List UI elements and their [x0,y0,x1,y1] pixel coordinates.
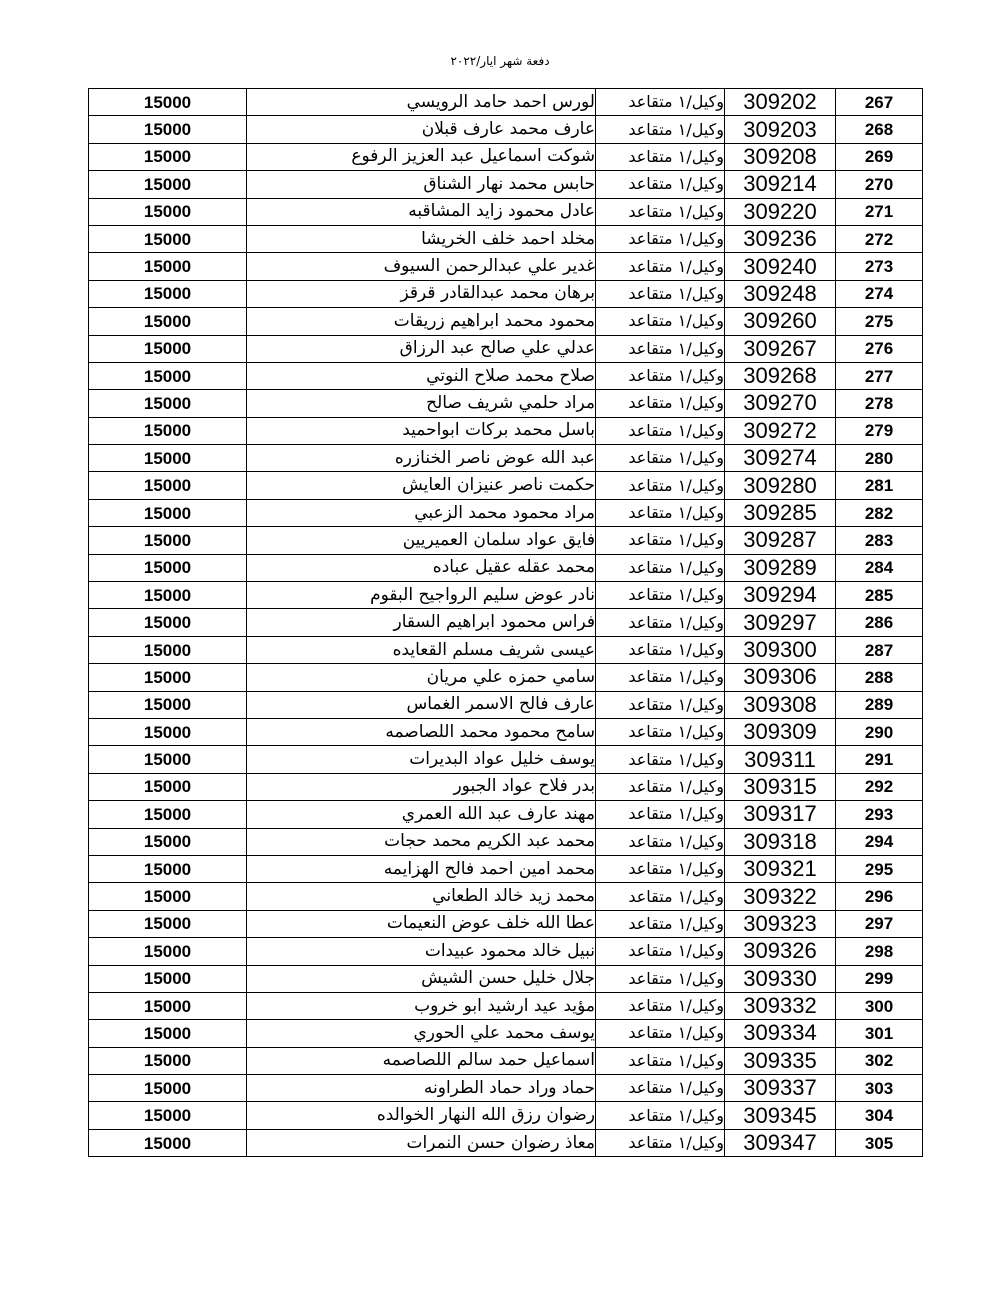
military-number-cell: 309337 [725,1075,836,1102]
amount-cell: 15000 [89,636,247,663]
military-number-cell: 309306 [725,664,836,691]
amount-cell: 15000 [89,1129,247,1156]
amount-cell: 15000 [89,390,247,417]
page-title: دفعة شهر ايار/٢٠٢٢ [450,54,550,68]
name-cell: شوكت اسماعيل عبد العزيز الرفوع [247,143,596,170]
serial-number-cell: 283 [836,527,923,554]
name-cell: صلاح محمد صلاح النوتي [247,362,596,389]
name-cell: عطا الله خلف عوض النعيمات [247,910,596,937]
rank-status-cell: وكيل/١ متقاعد [596,801,725,828]
name-cell: معاذ رضوان حسن النمرات [247,1129,596,1156]
table-row [89,198,923,225]
military-number-cell: 309208 [725,143,836,170]
serial-number-cell: 271 [836,198,923,225]
table-row [89,664,923,691]
serial-number-cell: 298 [836,938,923,965]
table-row [89,390,923,417]
table-row [89,1020,923,1047]
serial-number-cell: 287 [836,636,923,663]
military-number-cell: 309236 [725,225,836,252]
rank-status-cell: وكيل/١ متقاعد [596,116,725,143]
table-row [89,225,923,252]
name-cell: يوسف محمد علي الحوري [247,1020,596,1047]
amount-cell: 15000 [89,143,247,170]
amount-cell: 15000 [89,280,247,307]
table-row [89,938,923,965]
name-cell: سامي حمزه علي مريان [247,664,596,691]
serial-number-cell: 272 [836,225,923,252]
amount-cell: 15000 [89,499,247,526]
rank-status-cell: وكيل/١ متقاعد [596,89,725,116]
military-number-cell: 309311 [725,746,836,773]
amount-cell: 15000 [89,773,247,800]
rank-status-cell: وكيل/١ متقاعد [596,280,725,307]
serial-number-cell: 299 [836,965,923,992]
name-cell: محمد زيد خالد الطعاني [247,883,596,910]
military-number-cell: 309315 [725,773,836,800]
amount-cell: 15000 [89,554,247,581]
amount-cell: 15000 [89,938,247,965]
table-row [89,801,923,828]
name-cell: عادل محمود زايد المشاقبه [247,198,596,225]
serial-number-cell: 305 [836,1129,923,1156]
serial-number-cell: 294 [836,828,923,855]
amount-cell: 15000 [89,609,247,636]
serial-number-cell: 291 [836,746,923,773]
rank-status-cell: وكيل/١ متقاعد [596,718,725,745]
military-number-cell: 309202 [725,89,836,116]
rank-status-cell: وكيل/١ متقاعد [596,636,725,663]
name-cell: مخلد احمد خلف الخريشا [247,225,596,252]
military-number-cell: 309287 [725,527,836,554]
rank-status-cell: وكيل/١ متقاعد [596,938,725,965]
amount-cell: 15000 [89,171,247,198]
rank-status-cell: وكيل/١ متقاعد [596,143,725,170]
rank-status-cell: وكيل/١ متقاعد [596,1102,725,1129]
military-number-cell: 309274 [725,445,836,472]
rank-status-cell: وكيل/١ متقاعد [596,417,725,444]
amount-cell: 15000 [89,308,247,335]
table-row [89,691,923,718]
rank-status-cell: وكيل/١ متقاعد [596,171,725,198]
serial-number-cell: 280 [836,445,923,472]
serial-number-cell: 274 [836,280,923,307]
serial-number-cell: 290 [836,718,923,745]
amount-cell: 15000 [89,746,247,773]
name-cell: حابس محمد نهار الشناق [247,171,596,198]
rank-status-cell: وكيل/١ متقاعد [596,582,725,609]
rank-status-cell: وكيل/١ متقاعد [596,499,725,526]
rank-status-cell: وكيل/١ متقاعد [596,554,725,581]
table-row [89,417,923,444]
serial-number-cell: 269 [836,143,923,170]
name-cell: باسل محمد بركات ابواحميد [247,417,596,444]
table-row [89,335,923,362]
name-cell: محمد امين احمد فالح الهزايمه [247,855,596,882]
military-number-cell: 309318 [725,828,836,855]
serial-number-cell: 303 [836,1075,923,1102]
name-cell: مهند عارف عبد الله العمري [247,801,596,828]
amount-cell: 15000 [89,335,247,362]
amount-cell: 15000 [89,664,247,691]
table-row [89,472,923,499]
amount-cell: 15000 [89,198,247,225]
table-row [89,527,923,554]
military-number-cell: 309248 [725,280,836,307]
name-cell: غدير علي عبدالرحمن السيوف [247,253,596,280]
military-number-cell: 309268 [725,362,836,389]
rank-status-cell: وكيل/١ متقاعد [596,773,725,800]
amount-cell: 15000 [89,89,247,116]
amount-cell: 15000 [89,691,247,718]
table-row [89,636,923,663]
military-number-cell: 309203 [725,116,836,143]
amount-cell: 15000 [89,828,247,855]
amount-cell: 15000 [89,883,247,910]
rank-status-cell: وكيل/١ متقاعد [596,225,725,252]
military-number-cell: 309321 [725,855,836,882]
table-row [89,582,923,609]
serial-number-cell: 289 [836,691,923,718]
rank-status-cell: وكيل/١ متقاعد [596,609,725,636]
table-row [89,746,923,773]
serial-number-cell: 295 [836,855,923,882]
serial-number-cell: 273 [836,253,923,280]
name-cell: محمد عبد الكريم محمد حجات [247,828,596,855]
table-row [89,965,923,992]
military-number-cell: 309289 [725,554,836,581]
serial-number-cell: 304 [836,1102,923,1129]
amount-cell: 15000 [89,472,247,499]
military-number-cell: 309240 [725,253,836,280]
serial-number-cell: 270 [836,171,923,198]
name-cell: مراد محمود محمد الزعبي [247,499,596,526]
table-row [89,253,923,280]
name-cell: مراد حلمي شريف صالح [247,390,596,417]
table-row [89,308,923,335]
amount-cell: 15000 [89,362,247,389]
amount-cell: 15000 [89,445,247,472]
table-row [89,609,923,636]
name-cell: بدر فلاح عواد الجبور [247,773,596,800]
rank-status-cell: وكيل/١ متقاعد [596,855,725,882]
amount-cell: 15000 [89,1020,247,1047]
table-row [89,1075,923,1102]
serial-number-cell: 286 [836,609,923,636]
name-cell: فايق عواد سلمان العميريين [247,527,596,554]
serial-number-cell: 278 [836,390,923,417]
name-cell: اسماعيل حمد سالم اللصاصمه [247,1047,596,1074]
name-cell: عارف محمد عارف قبلان [247,116,596,143]
military-number-cell: 309270 [725,390,836,417]
military-number-cell: 309308 [725,691,836,718]
rank-status-cell: وكيل/١ متقاعد [596,335,725,362]
rank-status-cell: وكيل/١ متقاعد [596,1075,725,1102]
rank-status-cell: وكيل/١ متقاعد [596,1020,725,1047]
military-number-cell: 309332 [725,992,836,1019]
table-row [89,280,923,307]
amount-cell: 15000 [89,855,247,882]
payment-table [88,88,923,1157]
rank-status-cell: وكيل/١ متقاعد [596,828,725,855]
name-cell: عارف فالح الاسمر الغماس [247,691,596,718]
rank-status-cell: وكيل/١ متقاعد [596,308,725,335]
name-cell: نادر عوض سليم الرواجيح البقوم [247,582,596,609]
table-row [89,1129,923,1156]
amount-cell: 15000 [89,801,247,828]
serial-number-cell: 267 [836,89,923,116]
military-number-cell: 309330 [725,965,836,992]
rank-status-cell: وكيل/١ متقاعد [596,362,725,389]
table-row [89,143,923,170]
rank-status-cell: وكيل/١ متقاعد [596,472,725,499]
military-number-cell: 309294 [725,582,836,609]
name-cell: برهان محمد عبدالقادر قرقز [247,280,596,307]
name-cell: رضوان رزق الله النهار الخوالده [247,1102,596,1129]
table-row [89,445,923,472]
military-number-cell: 309297 [725,609,836,636]
serial-number-cell: 277 [836,362,923,389]
rank-status-cell: وكيل/١ متقاعد [596,445,725,472]
military-number-cell: 309334 [725,1020,836,1047]
amount-cell: 15000 [89,225,247,252]
serial-number-cell: 268 [836,116,923,143]
table-row [89,773,923,800]
rank-status-cell: وكيل/١ متقاعد [596,527,725,554]
name-cell: محمود محمد ابراهيم زريقات [247,308,596,335]
amount-cell: 15000 [89,582,247,609]
name-cell: لورس احمد حامد الرويسي [247,89,596,116]
name-cell: عدلي علي صالح عبد الرزاق [247,335,596,362]
table-row [89,1047,923,1074]
amount-cell: 15000 [89,253,247,280]
military-number-cell: 309309 [725,718,836,745]
amount-cell: 15000 [89,527,247,554]
serial-number-cell: 282 [836,499,923,526]
military-number-cell: 309335 [725,1047,836,1074]
military-number-cell: 309347 [725,1129,836,1156]
table-row [89,910,923,937]
table-row [89,828,923,855]
serial-number-cell: 293 [836,801,923,828]
military-number-cell: 309323 [725,910,836,937]
table-row [89,718,923,745]
military-number-cell: 309285 [725,499,836,526]
name-cell: فراس محمود ابراهيم السقار [247,609,596,636]
military-number-cell: 309214 [725,171,836,198]
rank-status-cell: وكيل/١ متقاعد [596,664,725,691]
serial-number-cell: 296 [836,883,923,910]
name-cell: سامح محمود محمد اللصاصمه [247,718,596,745]
name-cell: حماد وراد حماد الطراونه [247,1075,596,1102]
table-row [89,554,923,581]
rank-status-cell: وكيل/١ متقاعد [596,992,725,1019]
military-number-cell: 309322 [725,883,836,910]
name-cell: مؤيد عيد ارشيد ابو خروب [247,992,596,1019]
serial-number-cell: 292 [836,773,923,800]
name-cell: جلال خليل حسن الشيش [247,965,596,992]
military-number-cell: 309317 [725,801,836,828]
serial-number-cell: 300 [836,992,923,1019]
rank-status-cell: وكيل/١ متقاعد [596,1129,725,1156]
amount-cell: 15000 [89,417,247,444]
table-row [89,883,923,910]
serial-number-cell: 279 [836,417,923,444]
rank-status-cell: وكيل/١ متقاعد [596,691,725,718]
table-row [89,992,923,1019]
serial-number-cell: 275 [836,308,923,335]
rank-status-cell: وكيل/١ متقاعد [596,1047,725,1074]
serial-number-cell: 288 [836,664,923,691]
rank-status-cell: وكيل/١ متقاعد [596,965,725,992]
amount-cell: 15000 [89,1102,247,1129]
rank-status-cell: وكيل/١ متقاعد [596,746,725,773]
rank-status-cell: وكيل/١ متقاعد [596,198,725,225]
table-row [89,362,923,389]
serial-number-cell: 284 [836,554,923,581]
table-row [89,1102,923,1129]
military-number-cell: 309300 [725,636,836,663]
military-number-cell: 309260 [725,308,836,335]
serial-number-cell: 281 [836,472,923,499]
serial-number-cell: 301 [836,1020,923,1047]
military-number-cell: 309220 [725,198,836,225]
table-row [89,89,923,116]
rank-status-cell: وكيل/١ متقاعد [596,910,725,937]
serial-number-cell: 276 [836,335,923,362]
table-row [89,855,923,882]
rank-status-cell: وكيل/١ متقاعد [596,253,725,280]
military-number-cell: 309326 [725,938,836,965]
amount-cell: 15000 [89,718,247,745]
military-number-cell: 309345 [725,1102,836,1129]
amount-cell: 15000 [89,965,247,992]
serial-number-cell: 297 [836,910,923,937]
amount-cell: 15000 [89,910,247,937]
name-cell: محمد عقله عقيل عباده [247,554,596,581]
serial-number-cell: 285 [836,582,923,609]
amount-cell: 15000 [89,116,247,143]
rank-status-cell: وكيل/١ متقاعد [596,390,725,417]
military-number-cell: 309272 [725,417,836,444]
military-number-cell: 309267 [725,335,836,362]
serial-number-cell: 302 [836,1047,923,1074]
military-number-cell: 309280 [725,472,836,499]
payment-table-body [89,89,923,1157]
name-cell: عيسى شريف مسلم القعايده [247,636,596,663]
amount-cell: 15000 [89,992,247,1019]
amount-cell: 15000 [89,1075,247,1102]
table-row [89,116,923,143]
amount-cell: 15000 [89,1047,247,1074]
name-cell: نبيل خالد محمود عبيدات [247,938,596,965]
table-row [89,499,923,526]
name-cell: عبد الله عوض ناصر الخنازره [247,445,596,472]
name-cell: يوسف خليل عواد البديرات [247,746,596,773]
name-cell: حكمت ناصر عنيزان العايش [247,472,596,499]
rank-status-cell: وكيل/١ متقاعد [596,883,725,910]
table-row [89,171,923,198]
